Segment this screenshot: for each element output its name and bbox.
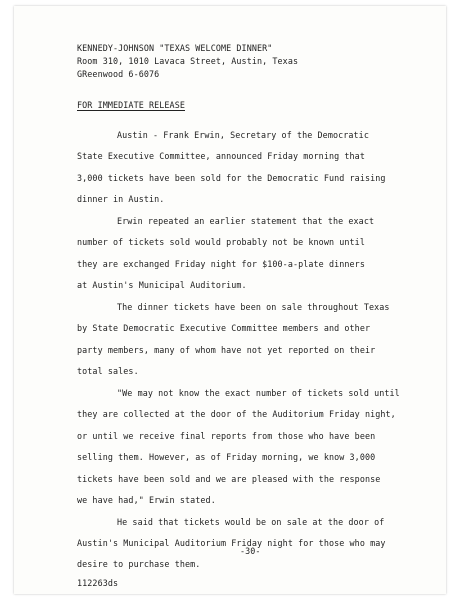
paragraph-line: dinner in Austin. — [77, 194, 165, 204]
paragraph-line: State Executive Committee, announced Friday morning that — [77, 151, 365, 161]
footer-code: 112263ds — [77, 578, 119, 588]
paragraph-line: He said that tickets would be on sale at the door of — [117, 517, 385, 527]
paragraph-line: Austin - Frank Erwin, Secretary of the Democratic — [117, 130, 369, 140]
paragraph-line: Erwin repeated an earlier statement that the exact — [117, 216, 375, 226]
paragraph-line: selling them. However, as of Friday morning, we know 3,000 — [77, 452, 376, 462]
paragraph-line: 3,000 tickets have been sold for the Democratic Fund raising — [77, 173, 386, 183]
paragraph-line: number of tickets sold would probably not be known until — [77, 237, 365, 247]
release-label: FOR IMMEDIATE RELEASE — [77, 100, 185, 110]
document-page — [14, 6, 446, 594]
header-address: Room 310, 1010 Lavaca Street, Austin, Texas — [77, 56, 299, 66]
paragraph-line: they are collected at the door of the Auditorium Friday night, — [77, 409, 396, 419]
page-number: -30- — [240, 546, 261, 556]
paragraph-line: "We may not know the exact number of tickets sold until — [117, 388, 400, 398]
paragraph-line: desire to purchase them. — [77, 559, 201, 569]
paragraph-line: by State Democratic Executive Committee members and other — [77, 323, 371, 333]
header-title: KENNEDY-JOHNSON "TEXAS WELCOME DINNER" — [77, 43, 273, 53]
header-phone: GReenwood 6-6076 — [77, 69, 160, 79]
paragraph-line: Austin's Municipal Auditorium Friday night for those who may — [77, 538, 386, 548]
paragraph-line: party members, many of whom have not yet reported on their — [77, 345, 376, 355]
paragraph-line: tickets have been sold and we are pleased with the response — [77, 474, 381, 484]
paragraph-line: or until we receive final reports from those who have been — [77, 431, 376, 441]
paragraph-line: The dinner tickets have been on sale throughout Texas — [117, 302, 390, 312]
paragraph-line: we have had," Erwin stated. — [77, 495, 216, 505]
paragraph-line: at Austin's Municipal Auditorium. — [77, 280, 247, 290]
paragraph-line: they are exchanged Friday night for $100-a-plate dinners — [77, 259, 365, 269]
paragraph-line: total sales. — [77, 366, 139, 376]
